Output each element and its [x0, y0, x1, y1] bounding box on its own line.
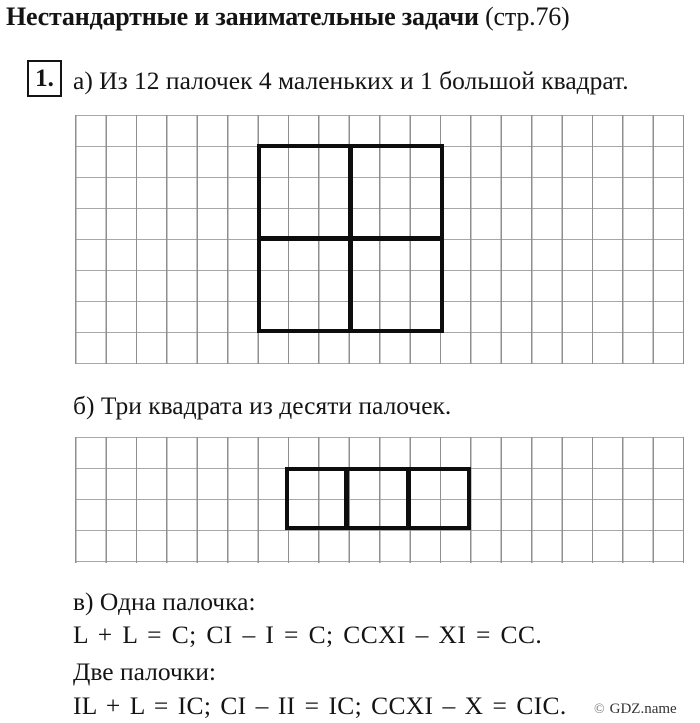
two-sticks-equations: IL + L = IC; CI – II = IC; CCXI – X = CIC. — [73, 691, 567, 720]
watermark-site: GDZ.name — [609, 701, 677, 717]
three-squares-figure — [285, 467, 471, 530]
problem-number-box — [27, 60, 62, 97]
part-b-text: б) Три квадрата из десяти палочек. — [73, 391, 452, 420]
page-title-main: Нестандартные и занимательные задачи — [6, 2, 479, 31]
big-square-horizontal-divider — [261, 236, 440, 241]
two-sticks-label: Две палочки: — [73, 657, 216, 686]
big-square-figure — [257, 144, 444, 333]
page-title-suffix: (стр.76) — [478, 2, 570, 31]
grid-paper-b — [75, 437, 684, 563]
grid-paper-a — [75, 115, 684, 364]
part-a-text: а) Из 12 палочек 4 маленьких и 1 большой квадрат. — [73, 66, 629, 95]
three-squares-divider-2 — [406, 471, 411, 526]
watermark — [594, 701, 677, 718]
one-stick-equations: L + L = C; CI – I = C; CCXI – XI = CC. — [73, 620, 543, 649]
three-squares-divider-1 — [344, 471, 349, 526]
part-c-label: в) Одна палочка: — [73, 587, 256, 616]
copyright-icon: © — [594, 702, 605, 717]
problem-number: 1. — [35, 64, 54, 92]
page-title — [6, 2, 570, 32]
